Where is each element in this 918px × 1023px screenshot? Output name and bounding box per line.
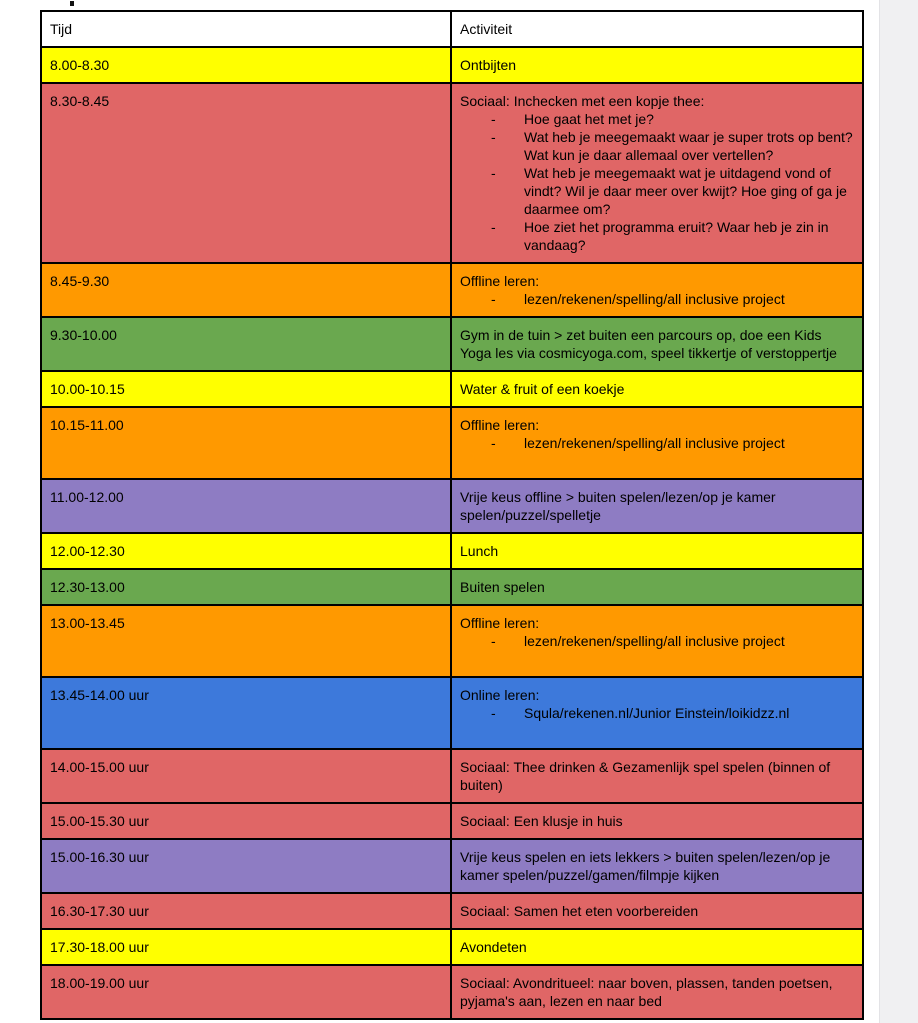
activity-cell <box>452 84 862 262</box>
activity-cell <box>452 606 862 676</box>
bullet-text: Hoe ziet het programma eruit? Waar heb je zin in vandaag? <box>524 219 829 253</box>
bullet-dash-icon: - <box>491 291 496 307</box>
table-row <box>42 406 862 478</box>
time-cell: 9.30-10.00 <box>42 318 452 370</box>
activity-cell <box>452 966 862 1018</box>
table-row <box>42 802 862 838</box>
activity-cell <box>452 534 862 568</box>
table-row <box>42 262 862 316</box>
bullet-text: lezen/rekenen/spelling/all inclusive project <box>524 435 785 451</box>
schedule-table <box>40 10 864 1020</box>
activity-cell <box>452 750 862 802</box>
bullet-dash-icon: - <box>491 129 496 145</box>
activity-text: Avondeten <box>460 939 527 955</box>
bullet-item <box>460 434 854 452</box>
activity-text: Offline leren: <box>460 417 540 433</box>
table-row <box>42 532 862 568</box>
bullet-dash-icon: - <box>491 111 496 127</box>
activity-text: Buiten spelen <box>460 579 545 595</box>
time-cell: 13.45-14.00 uur <box>42 678 452 748</box>
time-cell: 18.00-19.00 uur <box>42 966 452 1018</box>
table-row <box>42 82 862 262</box>
activity-text: Lunch <box>460 543 499 559</box>
header-activity: Activiteit <box>460 21 513 37</box>
time-cell: 15.00-16.30 uur <box>42 840 452 892</box>
time-cell: 10.00-10.15 <box>42 372 452 406</box>
activity-text: Sociaal: Thee drinken & Gezamenlijk spel spelen (binnen of buiten) <box>460 759 831 793</box>
table-row <box>42 838 862 892</box>
activity-text: Vrije keus offline > buiten spelen/lezen/op je kamer spelen/puzzel/spelletje <box>460 489 776 523</box>
time-cell: 17.30-18.00 uur <box>42 930 452 964</box>
activity-cell <box>452 372 862 406</box>
bullet-item <box>460 128 854 164</box>
activity-cell <box>452 318 862 370</box>
activity-text: Online leren: <box>460 687 540 703</box>
blank-line <box>460 650 854 668</box>
table-row <box>42 478 862 532</box>
activity-text: Offline leren: <box>460 615 540 631</box>
activity-text: Sociaal: Een klusje in huis <box>460 813 623 829</box>
bullet-text: Wat heb je meegemaakt wat je uitdagend vond of vindt? Wil je daar meer over kwijt? Hoe ging of ga je daarmee om? <box>524 165 847 217</box>
time-cell: 12.30-13.00 <box>42 570 452 604</box>
activity-cell <box>452 408 862 478</box>
activity-cell <box>452 264 862 316</box>
time-cell: 13.00-13.45 <box>42 606 452 676</box>
table-row <box>42 892 862 928</box>
time-cell: 8.45-9.30 <box>42 264 452 316</box>
time-cell: 11.00-12.00 <box>42 480 452 532</box>
time-cell: 8.00-8.30 <box>42 48 452 82</box>
table-row <box>42 316 862 370</box>
bullet-text: Wat heb je meegemaakt waar je super trots op bent? Wat kun je daar allemaal over vertellen? <box>524 129 853 163</box>
activity-cell <box>452 48 862 82</box>
bullet-dash-icon: - <box>491 705 496 721</box>
activity-text: Gym in de tuin > zet buiten een parcours op, doe een Kids Yoga les via cosmicyoga.com, speel tikkertje of verstoppertje <box>460 327 837 361</box>
activity-text: Sociaal: Samen het eten voorbereiden <box>460 903 699 919</box>
table-row <box>42 568 862 604</box>
activity-text: Water & fruit of een koekje <box>460 381 625 397</box>
table-row <box>42 370 862 406</box>
time-cell: 16.30-17.30 uur <box>42 894 452 928</box>
table-row <box>42 604 862 676</box>
bullet-dash-icon: - <box>491 165 496 181</box>
time-cell: 8.30-8.45 <box>42 84 452 262</box>
activity-text: Sociaal: Inchecken met een kopje thee: <box>460 93 705 109</box>
table-row <box>42 928 862 964</box>
activity-text: Sociaal: Avondritueel: naar boven, plassen, tanden poetsen, pyjama's aan, lezen en naar bed <box>460 975 833 1009</box>
table-row <box>42 46 862 82</box>
activity-cell <box>452 804 862 838</box>
time-cell: 14.00-15.00 uur <box>42 750 452 802</box>
table-row <box>42 748 862 802</box>
time-cell: 12.00-12.30 <box>42 534 452 568</box>
stray-period-mark <box>70 1 74 6</box>
bullet-item <box>460 164 854 218</box>
time-cell: 10.15-11.00 <box>42 408 452 478</box>
bullet-item <box>460 290 854 308</box>
activity-cell <box>452 570 862 604</box>
bullet-text: lezen/rekenen/spelling/all inclusive project <box>524 633 785 649</box>
table-row <box>42 964 862 1018</box>
bullet-dash-icon: - <box>491 435 496 451</box>
bullet-dash-icon: - <box>491 633 496 649</box>
viewer-right-gutter <box>879 0 918 1023</box>
schedule-table-body <box>42 46 862 1018</box>
time-cell: 15.00-15.30 uur <box>42 804 452 838</box>
blank-line <box>460 452 854 470</box>
bullet-item <box>460 704 854 722</box>
activity-cell <box>452 894 862 928</box>
activity-text: Vrije keus spelen en iets lekkers > buiten spelen/lezen/op je kamer spelen/puzzel/gamen/filmpje kijken <box>460 849 831 883</box>
header-time: Tijd <box>42 12 452 46</box>
bullet-item <box>460 632 854 650</box>
table-row <box>42 676 862 748</box>
activity-text: Ontbijten <box>460 57 517 73</box>
bullet-item <box>460 218 854 254</box>
activity-cell <box>452 840 862 892</box>
table-header-row <box>42 12 862 46</box>
activity-cell <box>452 678 862 748</box>
bullet-text: lezen/rekenen/spelling/all inclusive project <box>524 291 785 307</box>
blank-line <box>460 722 854 740</box>
activity-cell <box>452 930 862 964</box>
bullet-item <box>460 110 854 128</box>
bullet-dash-icon: - <box>491 219 496 235</box>
bullet-text: Squla/rekenen.nl/Junior Einstein/loikidzz.nl <box>524 705 790 721</box>
activity-text: Offline leren: <box>460 273 540 289</box>
activity-cell <box>452 480 862 532</box>
bullet-text: Hoe gaat het met je? <box>524 111 654 127</box>
